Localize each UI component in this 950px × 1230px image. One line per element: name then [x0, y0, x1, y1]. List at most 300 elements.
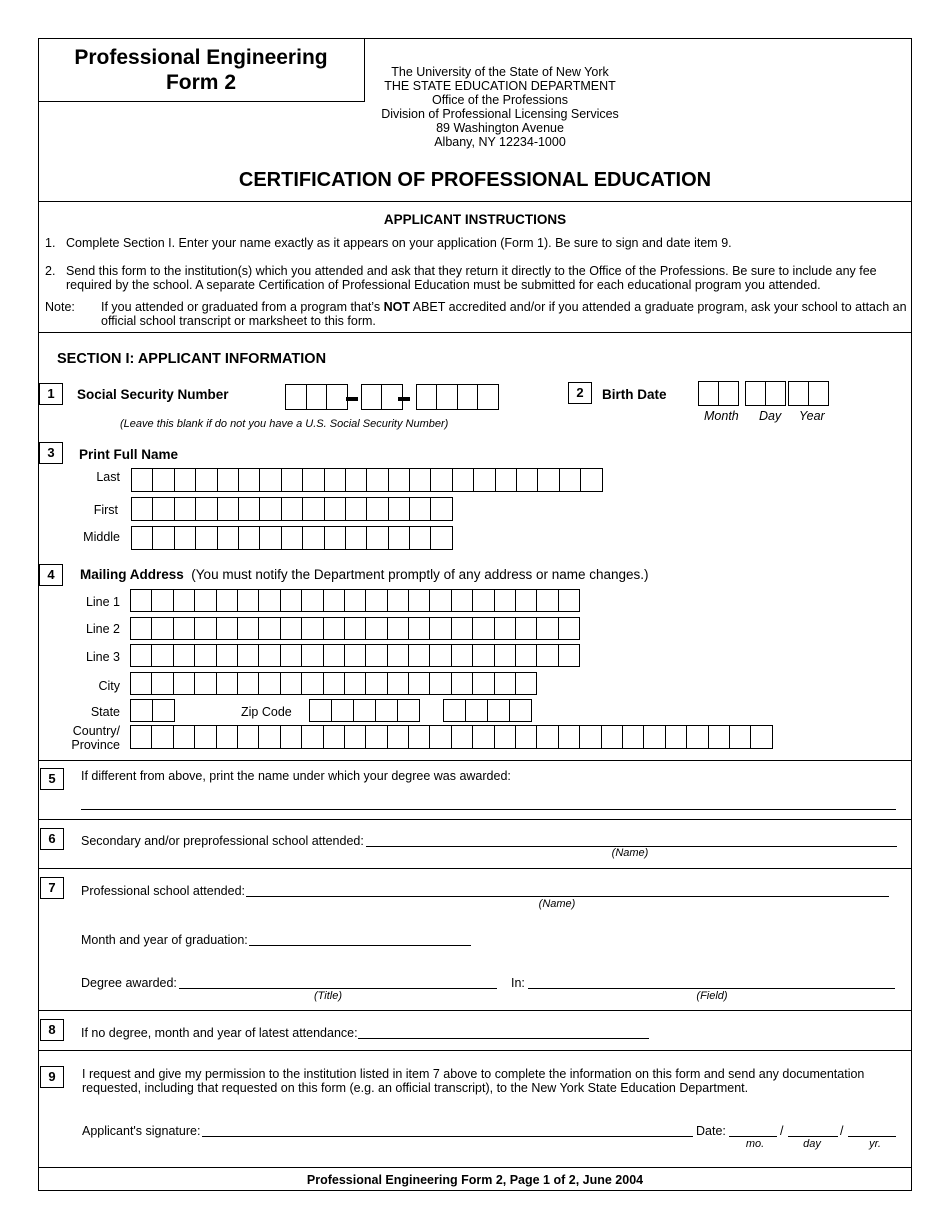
char-box[interactable] [451, 644, 473, 667]
char-box[interactable] [323, 725, 345, 749]
instruction-number: 2. [45, 264, 56, 278]
char-box[interactable] [387, 644, 409, 667]
city-label: City [98, 679, 120, 693]
char-box[interactable] [622, 725, 644, 749]
char-box[interactable] [472, 725, 494, 749]
char-box[interactable] [194, 644, 216, 667]
country-label-line: Country/ [72, 724, 120, 738]
char-box[interactable] [365, 617, 387, 640]
char-box[interactable] [408, 644, 430, 667]
birth-date-label: Birth Date [602, 387, 667, 402]
char-box[interactable] [452, 468, 474, 492]
country-input[interactable] [130, 725, 772, 749]
note-label: Note: [45, 300, 75, 314]
char-box[interactable] [130, 725, 152, 749]
item-number: 4 [39, 564, 63, 586]
char-box[interactable] [151, 644, 173, 667]
char-box[interactable] [152, 526, 174, 550]
char-box[interactable] [436, 384, 458, 410]
char-box[interactable] [375, 699, 398, 722]
form-title-line1: Professional Engineering [74, 46, 328, 69]
instructions-heading: APPLICANT INSTRUCTIONS [383, 212, 567, 227]
char-box[interactable] [280, 725, 302, 749]
char-box[interactable] [494, 725, 516, 749]
char-box[interactable] [259, 497, 281, 521]
char-box[interactable] [765, 381, 786, 406]
char-box[interactable] [301, 672, 323, 695]
agency-line: Office of the Professions [432, 93, 568, 107]
char-box[interactable] [451, 617, 473, 640]
address-line1-label: Line 1 [85, 595, 120, 609]
char-box[interactable] [152, 497, 174, 521]
field-label: In: [511, 976, 525, 990]
char-box[interactable] [323, 589, 345, 612]
char-box[interactable] [451, 589, 473, 612]
char-box[interactable] [494, 589, 516, 612]
note-text-bold: NOT [383, 300, 410, 314]
professional-school-line[interactable] [246, 896, 889, 897]
char-box[interactable] [302, 468, 324, 492]
char-box[interactable] [130, 644, 152, 667]
char-box[interactable] [216, 617, 238, 640]
char-box[interactable] [429, 725, 451, 749]
name-label: Print Full Name [79, 447, 179, 462]
country-label [50, 724, 120, 752]
char-box[interactable] [387, 672, 409, 695]
char-box[interactable] [388, 526, 410, 550]
char-box[interactable] [237, 644, 259, 667]
ssn-input[interactable] [285, 384, 498, 410]
char-box[interactable] [718, 381, 739, 406]
char-box[interactable] [173, 589, 195, 612]
char-box[interactable] [366, 526, 388, 550]
item-number: 7 [40, 877, 64, 899]
char-box[interactable] [324, 526, 346, 550]
char-box[interactable] [808, 381, 829, 406]
char-box[interactable] [536, 589, 558, 612]
char-box[interactable] [429, 589, 451, 612]
char-box[interactable] [258, 725, 280, 749]
char-box[interactable] [281, 468, 303, 492]
char-box[interactable] [408, 617, 430, 640]
char-box[interactable] [365, 725, 387, 749]
divider [38, 868, 912, 869]
char-box[interactable] [174, 468, 196, 492]
address-line2-input[interactable] [130, 617, 579, 641]
char-box[interactable] [130, 699, 153, 722]
char-box[interactable] [280, 644, 302, 667]
char-box[interactable] [173, 725, 195, 749]
char-box[interactable] [536, 644, 558, 667]
char-box[interactable] [301, 644, 323, 667]
last-name-input[interactable] [131, 468, 602, 492]
char-box[interactable] [558, 725, 580, 749]
char-box[interactable] [408, 589, 430, 612]
char-box[interactable] [443, 699, 466, 722]
agency-line: 89 Washington Avenue [436, 121, 564, 135]
state-input[interactable] [130, 699, 174, 723]
char-box[interactable] [643, 725, 665, 749]
char-box[interactable] [173, 644, 195, 667]
char-box[interactable] [750, 725, 772, 749]
char-box[interactable] [457, 384, 479, 410]
char-box[interactable] [515, 589, 537, 612]
permission-text: requested, including that requested on this form (e.g. an official transcript), to the New York State Education Department. [82, 1081, 749, 1095]
char-box[interactable] [387, 589, 409, 612]
char-box[interactable] [238, 526, 260, 550]
instruction-text: Complete Section I. Enter your name exactly as it appears on your application (Form 1). Be sure to sign and date item 9. [66, 236, 732, 250]
item-number: 6 [40, 828, 64, 850]
agency-line: Division of Professional Licensing Services [381, 107, 619, 121]
permission-text: I request and give my permission to the institution listed in item 7 above to complete the information on this form and send any documentation [82, 1067, 865, 1081]
char-box[interactable] [472, 617, 494, 640]
char-box[interactable] [477, 384, 499, 410]
zip4-input[interactable] [443, 699, 531, 723]
char-box[interactable] [323, 672, 345, 695]
divider [38, 332, 912, 333]
char-box[interactable] [409, 526, 431, 550]
char-box[interactable] [788, 381, 809, 406]
char-box[interactable] [237, 589, 259, 612]
agency-line: The University of the State of New York [391, 65, 609, 79]
char-box[interactable] [331, 699, 354, 722]
char-box[interactable] [429, 617, 451, 640]
char-box[interactable] [387, 725, 409, 749]
address-line2-label: Line 2 [85, 622, 120, 636]
char-box[interactable] [195, 497, 217, 521]
char-box[interactable] [280, 617, 302, 640]
char-box[interactable] [151, 617, 173, 640]
char-box[interactable] [745, 381, 766, 406]
title-caption: (Title) [313, 990, 342, 1002]
day-caption: day [803, 1138, 821, 1150]
month-caption: Month [704, 409, 739, 423]
char-box[interactable] [131, 468, 153, 492]
char-box[interactable] [195, 526, 217, 550]
note-text-part: If you attended or graduated from a program that’s [101, 300, 384, 314]
char-box[interactable] [217, 468, 239, 492]
char-box[interactable] [429, 672, 451, 695]
char-box[interactable] [361, 384, 383, 410]
char-box[interactable] [409, 468, 431, 492]
char-box[interactable] [515, 672, 537, 695]
char-box[interactable] [409, 497, 431, 521]
day-caption: Day [759, 409, 782, 423]
char-box[interactable] [131, 497, 153, 521]
char-box[interactable] [130, 617, 152, 640]
zip-label: Zip Code [241, 705, 292, 719]
char-box[interactable] [365, 672, 387, 695]
item-number: 3 [39, 442, 63, 464]
char-box[interactable] [537, 468, 559, 492]
page-title: CERTIFICATION OF PROFESSIONAL EDUCATION [238, 169, 712, 191]
char-box[interactable] [509, 699, 532, 722]
char-box[interactable] [259, 468, 281, 492]
mailing-address-title: Mailing Address [80, 567, 184, 582]
date-label: Date: [696, 1124, 726, 1138]
char-box[interactable] [238, 468, 260, 492]
char-box[interactable] [344, 672, 366, 695]
char-box[interactable] [306, 384, 328, 410]
char-box[interactable] [495, 468, 517, 492]
char-box[interactable] [258, 672, 280, 695]
divider [38, 1050, 912, 1051]
char-box[interactable] [131, 526, 153, 550]
agency-line: THE STATE EDUCATION DEPARTMENT [384, 79, 616, 93]
char-box[interactable] [151, 589, 173, 612]
secondary-school-label: Secondary and/or preprofessional school attended: [81, 834, 364, 848]
char-box[interactable] [174, 526, 196, 550]
char-box[interactable] [281, 526, 303, 550]
char-box[interactable] [258, 644, 280, 667]
birth-day-input[interactable] [745, 381, 785, 405]
char-box[interactable] [237, 725, 259, 749]
char-box[interactable] [344, 725, 366, 749]
char-box[interactable] [238, 497, 260, 521]
char-box[interactable] [152, 468, 174, 492]
note-text-part: ABET accredited and/or if you attended a graduate program, ask your school to attach an [409, 300, 907, 314]
middle-name-input[interactable] [131, 526, 452, 550]
date-month-line[interactable] [729, 1136, 777, 1137]
char-box[interactable] [173, 617, 195, 640]
char-box[interactable] [408, 672, 430, 695]
address-line3-input[interactable] [130, 644, 579, 668]
date-separator: / [840, 1124, 844, 1138]
char-box[interactable] [408, 725, 430, 749]
char-box[interactable] [515, 617, 537, 640]
char-box[interactable] [430, 468, 452, 492]
char-box[interactable] [174, 497, 196, 521]
section-heading: SECTION I: APPLICANT INFORMATION [57, 351, 327, 367]
note-text [101, 300, 907, 314]
char-box[interactable] [429, 644, 451, 667]
ssn-note: (Leave this blank if do not you have a U.S. Social Security Number) [120, 418, 449, 430]
mailing-address-label [80, 568, 649, 582]
char-box[interactable] [151, 725, 173, 749]
char-box[interactable] [451, 725, 473, 749]
char-box[interactable] [194, 589, 216, 612]
char-box[interactable] [397, 699, 420, 722]
char-box[interactable] [365, 589, 387, 612]
char-box[interactable] [487, 699, 510, 722]
char-box[interactable] [472, 589, 494, 612]
char-box[interactable] [465, 699, 488, 722]
char-box[interactable] [558, 589, 580, 612]
char-box[interactable] [237, 672, 259, 695]
zip-input[interactable] [309, 699, 419, 723]
char-box[interactable] [353, 699, 376, 722]
item-number: 5 [40, 768, 64, 790]
divider [38, 760, 912, 761]
char-box[interactable] [430, 526, 452, 550]
char-box[interactable] [387, 617, 409, 640]
name-caption: (Name) [538, 898, 576, 910]
char-box[interactable] [301, 589, 323, 612]
year-caption: yr. [869, 1138, 881, 1150]
ssn-dash [398, 397, 410, 401]
divider [38, 1010, 912, 1011]
char-box[interactable] [344, 589, 366, 612]
char-box[interactable] [216, 644, 238, 667]
instruction-text: Send this form to the institution(s) which you attended and ask that they return it directly to the Office of the Professions. Be sure to include any fee [66, 264, 877, 278]
char-box[interactable] [558, 644, 580, 667]
divider [38, 1167, 912, 1168]
graduation-label: Month and year of graduation: [81, 933, 248, 947]
first-name-label: First [93, 503, 118, 517]
char-box[interactable] [301, 617, 323, 640]
char-box[interactable] [217, 526, 239, 550]
year-caption: Year [799, 409, 825, 423]
char-box[interactable] [515, 725, 537, 749]
signature-line[interactable] [202, 1136, 693, 1137]
char-box[interactable] [309, 699, 332, 722]
char-box[interactable] [558, 617, 580, 640]
professional-school-label: Professional school attended: [81, 884, 245, 898]
char-box[interactable] [301, 725, 323, 749]
ssn-label: Social Security Number [77, 387, 229, 402]
char-box[interactable] [344, 617, 366, 640]
form-frame [38, 38, 912, 1191]
country-label-line: Province [71, 738, 120, 752]
date-day-line[interactable] [788, 1136, 838, 1137]
char-box[interactable] [516, 468, 538, 492]
char-box[interactable] [323, 617, 345, 640]
degree-name-label: If different from above, print the name under which your degree was awarded: [81, 769, 511, 783]
char-box[interactable] [665, 725, 687, 749]
char-box[interactable] [326, 384, 348, 410]
birth-year-input[interactable] [788, 381, 828, 405]
first-name-input[interactable] [131, 497, 452, 521]
degree-field-line[interactable] [528, 988, 895, 989]
char-box[interactable] [152, 699, 175, 722]
char-box[interactable] [285, 384, 307, 410]
char-box[interactable] [280, 672, 302, 695]
char-box[interactable] [259, 526, 281, 550]
char-box[interactable] [195, 468, 217, 492]
char-box[interactable] [345, 468, 367, 492]
item-number: 8 [40, 1019, 64, 1041]
char-box[interactable] [258, 589, 280, 612]
char-box[interactable] [388, 497, 410, 521]
char-box[interactable] [216, 589, 238, 612]
month-caption: mo. [745, 1138, 765, 1150]
char-box[interactable] [323, 644, 345, 667]
agency-address [365, 65, 635, 149]
char-box[interactable] [302, 526, 324, 550]
form-title-line2: Form 2 [165, 71, 236, 94]
char-box[interactable] [494, 644, 516, 667]
page-footer: Professional Engineering Form 2, Page 1 of 2, June 2004 [306, 1173, 644, 1187]
instruction-number: 1. [45, 236, 56, 250]
divider [38, 819, 912, 820]
state-label: State [90, 705, 120, 719]
signature-label: Applicant's signature: [82, 1124, 201, 1138]
char-box[interactable] [536, 617, 558, 640]
char-box[interactable] [473, 468, 495, 492]
char-box[interactable] [280, 589, 302, 612]
char-box[interactable] [324, 497, 346, 521]
char-box[interactable] [729, 725, 751, 749]
char-box[interactable] [686, 725, 708, 749]
char-box[interactable] [173, 672, 195, 695]
latest-attendance-line[interactable] [358, 1038, 649, 1039]
char-box[interactable] [130, 589, 152, 612]
char-box[interactable] [345, 497, 367, 521]
char-box[interactable] [194, 672, 216, 695]
char-box[interactable] [194, 725, 216, 749]
city-input[interactable] [130, 672, 536, 696]
item-number: 2 [568, 382, 592, 404]
note-text: official school transcript or marksheet to this form. [101, 314, 376, 328]
name-caption: (Name) [611, 847, 649, 859]
char-box[interactable] [451, 672, 473, 695]
char-box[interactable] [601, 725, 623, 749]
item-number: 1 [39, 383, 63, 405]
address-line1-input[interactable] [130, 589, 579, 613]
char-box[interactable] [130, 672, 152, 695]
char-box[interactable] [216, 672, 238, 695]
char-box[interactable] [365, 644, 387, 667]
char-box[interactable] [237, 617, 259, 640]
char-box[interactable] [194, 617, 216, 640]
char-box[interactable] [344, 644, 366, 667]
middle-name-label: Middle [83, 530, 120, 544]
char-box[interactable] [366, 468, 388, 492]
char-box[interactable] [416, 384, 438, 410]
char-box[interactable] [494, 617, 516, 640]
mailing-address-note: (You must notify the Department promptly of any address or name changes.) [191, 567, 649, 582]
char-box[interactable] [388, 468, 410, 492]
char-box[interactable] [698, 381, 719, 406]
char-box[interactable] [216, 725, 238, 749]
char-box[interactable] [708, 725, 730, 749]
char-box[interactable] [366, 497, 388, 521]
char-box[interactable] [580, 468, 602, 492]
divider [38, 201, 912, 202]
birth-month-input[interactable] [698, 381, 738, 405]
char-box[interactable] [345, 526, 367, 550]
date-year-line[interactable] [848, 1136, 896, 1137]
char-box[interactable] [579, 725, 601, 749]
address-line3-label: Line 3 [85, 650, 120, 664]
char-box[interactable] [324, 468, 346, 492]
char-box[interactable] [430, 497, 452, 521]
char-box[interactable] [258, 617, 280, 640]
char-box[interactable] [536, 725, 558, 749]
char-box[interactable] [494, 672, 516, 695]
form-title [38, 38, 365, 102]
degree-name-line[interactable] [81, 809, 896, 810]
char-box[interactable] [472, 644, 494, 667]
char-box[interactable] [472, 672, 494, 695]
item-number: 9 [40, 1066, 64, 1088]
char-box[interactable] [281, 497, 303, 521]
field-caption: (Field) [696, 990, 728, 1002]
char-box[interactable] [302, 497, 324, 521]
char-box[interactable] [217, 497, 239, 521]
agency-line: Albany, NY 12234-1000 [434, 135, 566, 149]
ssn-dash [346, 397, 358, 401]
last-name-label: Last [96, 470, 120, 484]
degree-title-line[interactable] [179, 988, 497, 989]
date-separator: / [780, 1124, 784, 1138]
char-box[interactable] [559, 468, 581, 492]
char-box[interactable] [515, 644, 537, 667]
char-box[interactable] [151, 672, 173, 695]
latest-attendance-label: If no degree, month and year of latest attendance: [81, 1026, 358, 1040]
graduation-line[interactable] [249, 945, 471, 946]
instruction-text: required by the school. A separate Certification of Professional Education must be submitted for each educational program you attended. [66, 278, 821, 292]
